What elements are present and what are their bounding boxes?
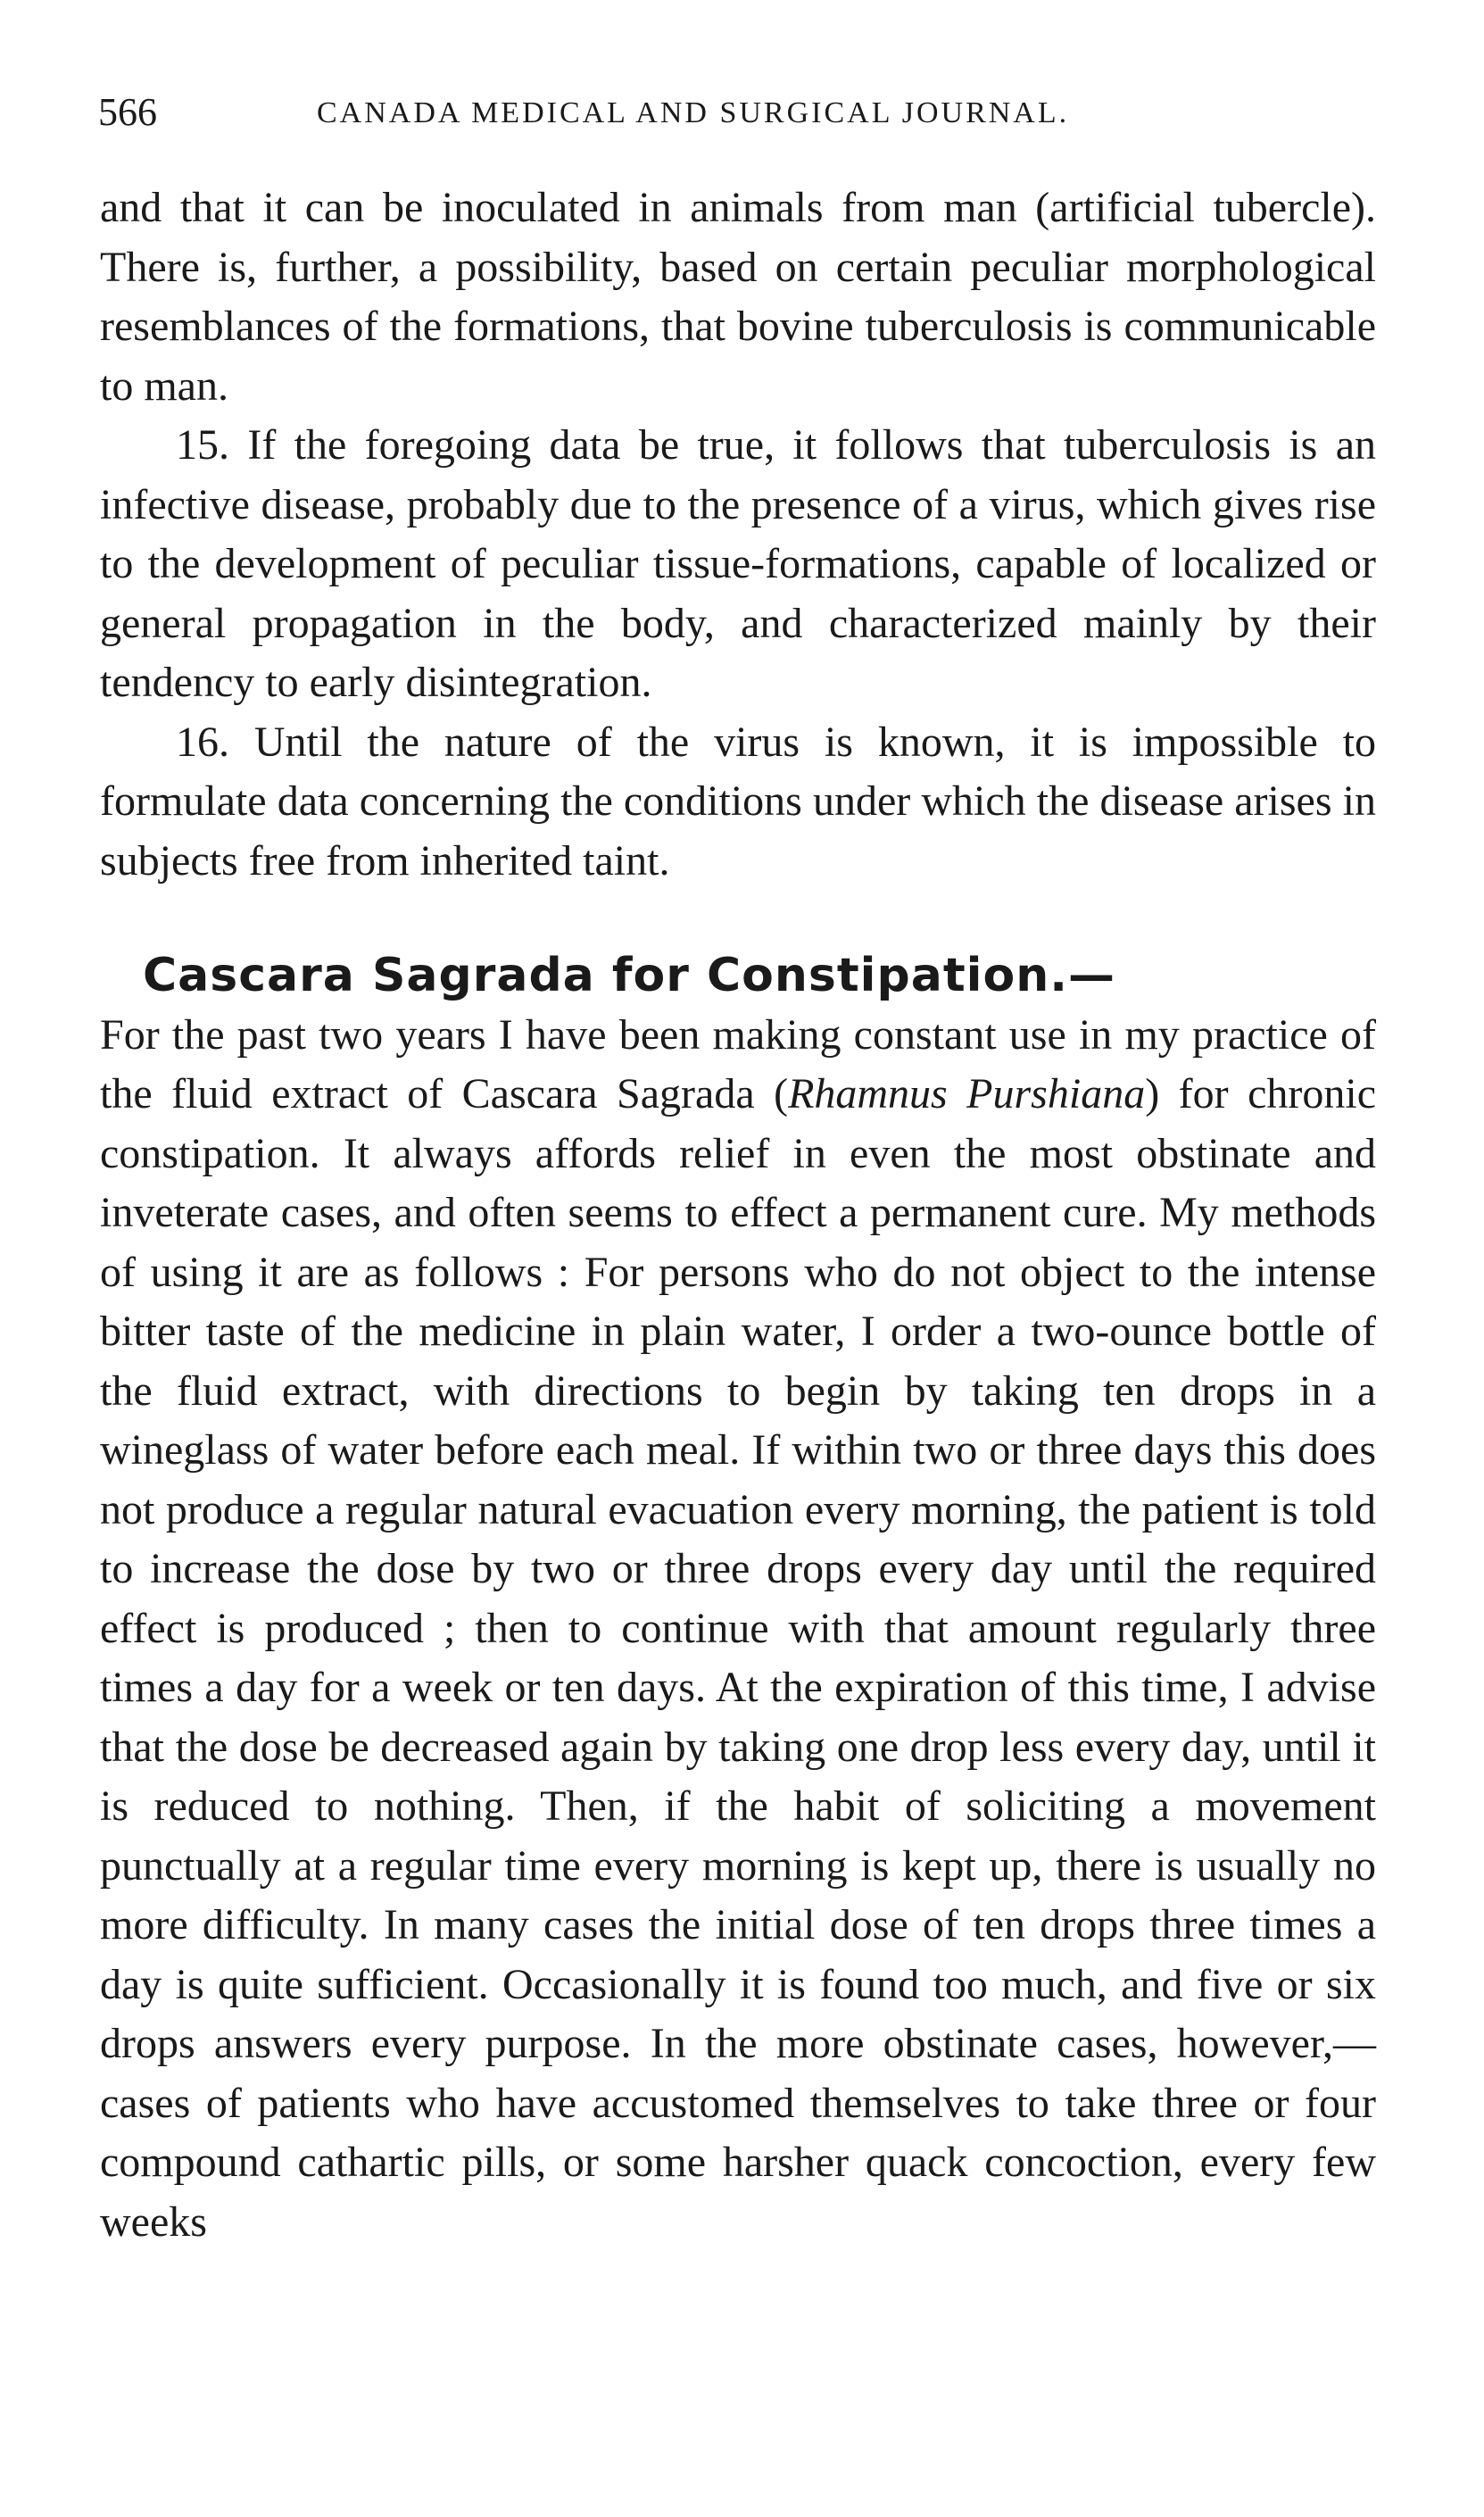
continuation-paragraph: and that it can be inoculated in animals from man (artificial tubercle). There is, further, a possibility, based on certain peculiar morphological resemblances of the formations, that bovine tuberculosis is communicable to man. (100, 184, 1376, 410)
page-number: 566 (98, 90, 157, 134)
tuberculosis-section (100, 179, 1376, 891)
paragraph-16: 16. Until the nature of the virus is known, it is impossible to formulate data concerning the conditions under which the disease arises in subjects free from inherited taint. (100, 718, 1376, 885)
article-text: ) for chronic constipation. It always affords relief in even the most obstinate and inveterate cases, and often seems to effect a permanent cure. My methods of using it are as follows : For persons who do not object to the intense bitter taste of the medicine in plain water, I order a two-ounce bottle of the fluid extract, with directions to begin by taking ten drops in a wineglass of water before each meal. If within two or three days this does not produce a regular natural evacuation every morning, the patient is told to increase the dose by two or three drops every day until the required effect is produced ; then to continue with that amount regularly three times a day for a week or ten days. At the expiration of this time, I advise that the dose be decreased again by taking one drop less every day, until it is reduced to nothing. Then, if the habit of soliciting a movement punctually at a regular time every morning is kept up, there is usually no more difficulty. In many cases the initial dose of ten drops three times a day is quite sufficient. Occasionally it is found too much, and five or six drops answers every purpose. In the more obstinate cases, however,—cases of patients who have accustomed themselves to take three or four compound cathartic pills, or some harsher quack concoction, every few weeks (100, 1070, 1376, 2246)
latin-name: Rhamnus Purshiana (788, 1070, 1146, 1117)
article-intro: For the past two years I have been making constant use in my practice of the fluid extract of Cascara Sagrada ( (100, 1010, 1376, 1117)
article-body (100, 1006, 1376, 2253)
journal-title: CANADA MEDICAL AND SURGICAL JOURNAL. (317, 96, 1070, 129)
cascara-article (100, 946, 1376, 2252)
running-head (98, 89, 1365, 143)
article-title: Cascara Sagrada for Constipation.— (143, 949, 1115, 1002)
paragraph-15: 15. If the foregoing data be true, it follows that tuberculosis is an infective disease, probably due to the presence of a virus, which gives rise to the development of peculiar tissue-formations, capable of localized or general propagation in the body, and characterized mainly by their tendency to early disintegration. (100, 421, 1376, 706)
